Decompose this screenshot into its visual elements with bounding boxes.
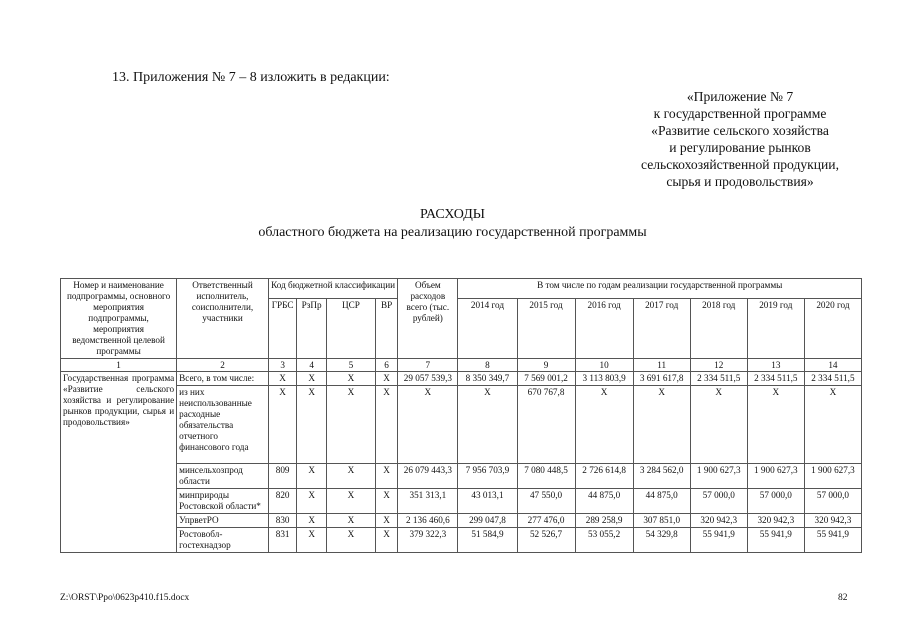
vr-cell: X	[375, 489, 397, 514]
title-subheading: областного бюджета на реализацию государственной программы	[258, 225, 647, 240]
total-cell: X	[398, 386, 458, 464]
rzpr-cell: X	[297, 386, 327, 464]
column-number: 9	[517, 359, 575, 372]
year-value-cell: 47 550,0	[517, 489, 575, 514]
intro-text: 13. Приложения № 7 – 8 изложить в редакции:	[112, 70, 390, 85]
executor-cell: Всего, в том числе:	[177, 372, 269, 386]
csr-cell: X	[326, 372, 375, 386]
table-row	[61, 489, 862, 514]
csr-cell: X	[326, 464, 375, 489]
year-value-cell: 1 900 627,3	[690, 464, 747, 489]
year-value-cell: 44 875,0	[633, 489, 690, 514]
executor-cell: минсельхозпрод области	[177, 464, 269, 489]
appendix-line: «Приложение № 7	[686, 89, 794, 104]
year-value-cell: 57 000,0	[804, 489, 861, 514]
year-value-cell: X	[747, 386, 804, 464]
table-row	[61, 528, 862, 553]
header-year: 2020 год	[804, 299, 861, 359]
expenses-table	[60, 278, 862, 553]
grbs-cell: 820	[268, 489, 297, 514]
header-year: 2018 год	[690, 299, 747, 359]
vr-cell: X	[375, 464, 397, 489]
header-grbs: ГРБС	[268, 299, 297, 359]
year-value-cell: 1 900 627,3	[804, 464, 861, 489]
column-number: 6	[375, 359, 397, 372]
column-number: 1	[61, 359, 177, 372]
year-value-cell: 2 334 511,5	[690, 372, 747, 386]
header-volume: Объем расходов всего (тыс. рублей)	[398, 279, 458, 359]
rzpr-cell: X	[297, 528, 327, 553]
total-cell: 351 313,1	[398, 489, 458, 514]
year-value-cell: 277 476,0	[517, 514, 575, 528]
column-number: 5	[326, 359, 375, 372]
csr-cell: X	[326, 514, 375, 528]
year-value-cell: 2 334 511,5	[804, 372, 861, 386]
year-value-cell: 55 941,9	[747, 528, 804, 553]
column-number: 3	[268, 359, 297, 372]
header-executor: Ответственный исполнитель, соисполнители, участники	[177, 279, 269, 359]
year-value-cell: 289 258,9	[575, 514, 633, 528]
rzpr-cell: X	[297, 514, 327, 528]
header-year: 2017 год	[633, 299, 690, 359]
column-number: 8	[458, 359, 517, 372]
year-value-cell: X	[633, 386, 690, 464]
column-number: 7	[398, 359, 458, 372]
year-value-cell: 55 941,9	[804, 528, 861, 553]
year-value-cell: 299 047,8	[458, 514, 517, 528]
header-row	[61, 279, 862, 299]
year-value-cell: X	[690, 386, 747, 464]
grbs-cell: 831	[268, 528, 297, 553]
year-value-cell: 57 000,0	[690, 489, 747, 514]
column-number: 10	[575, 359, 633, 372]
header-vr: ВР	[375, 299, 397, 359]
csr-cell: X	[326, 489, 375, 514]
appendix-line: «Развитие сельского хозяйства	[651, 123, 829, 138]
header-year: 2014 год	[458, 299, 517, 359]
header-year: 2019 год	[747, 299, 804, 359]
year-value-cell: 7 956 703,9	[458, 464, 517, 489]
total-cell: 26 079 443,3	[398, 464, 458, 489]
page-number: 82	[838, 593, 848, 603]
grbs-cell: 830	[268, 514, 297, 528]
year-value-cell: 7 569 001,2	[517, 372, 575, 386]
year-value-cell: 3 113 803,9	[575, 372, 633, 386]
table-row	[61, 464, 862, 489]
appendix-caption	[590, 88, 890, 190]
csr-cell: X	[326, 386, 375, 464]
year-value-cell: 670 767,8	[517, 386, 575, 464]
header-year: 2016 год	[575, 299, 633, 359]
total-cell: 29 057 539,3	[398, 372, 458, 386]
executor-cell: минприроды Ростовской области*	[177, 489, 269, 514]
vr-cell: X	[375, 514, 397, 528]
column-number-row	[61, 359, 862, 372]
header-rzpr: РзПр	[297, 299, 327, 359]
header-code-group: Код бюджетной классификации	[268, 279, 397, 299]
year-value-cell: 320 942,3	[747, 514, 804, 528]
year-value-cell: 8 350 349,7	[458, 372, 517, 386]
year-value-cell: 3 284 562,0	[633, 464, 690, 489]
table-row	[61, 514, 862, 528]
header-year: 2015 год	[517, 299, 575, 359]
year-value-cell: 52 526,7	[517, 528, 575, 553]
year-value-cell: 44 875,0	[575, 489, 633, 514]
total-cell: 2 136 460,6	[398, 514, 458, 528]
header-csr: ЦСР	[326, 299, 375, 359]
total-cell: 379 322,3	[398, 528, 458, 553]
column-number: 2	[177, 359, 269, 372]
year-value-cell: 55 941,9	[690, 528, 747, 553]
appendix-line: сельскохозяйственной продукции,	[641, 157, 839, 172]
table-row	[61, 372, 862, 386]
year-value-cell: 307 851,0	[633, 514, 690, 528]
year-value-cell: 54 329,8	[633, 528, 690, 553]
column-number: 11	[633, 359, 690, 372]
file-path-footer: Z:\ORST\Ppo\0623p410.f15.docx	[60, 593, 190, 603]
year-value-cell: 1 900 627,3	[747, 464, 804, 489]
header-years-group: В том числе по годам реализации государственной программы	[458, 279, 862, 299]
document-title	[0, 206, 905, 242]
appendix-line: к государственной программе	[653, 106, 827, 121]
table-row	[61, 386, 862, 464]
year-value-cell: X	[804, 386, 861, 464]
year-value-cell: 43 013,1	[458, 489, 517, 514]
title-heading: РАСХОДЫ	[420, 207, 485, 222]
header-program: Номер и наименование подпрограммы, основного мероприятия подпрограммы, мероприятия ведомственной целевой программы	[61, 279, 177, 359]
rzpr-cell: X	[297, 489, 327, 514]
executor-cell: УпрветРО	[177, 514, 269, 528]
column-number: 14	[804, 359, 861, 372]
rzpr-cell: X	[297, 464, 327, 489]
executor-cell: Ростовобл-гостехнадзор	[177, 528, 269, 553]
appendix-line: и регулирование рынков	[669, 140, 811, 155]
vr-cell: X	[375, 386, 397, 464]
grbs-cell: X	[268, 386, 297, 464]
column-number: 13	[747, 359, 804, 372]
year-value-cell: 320 942,3	[690, 514, 747, 528]
year-value-cell: 3 691 617,8	[633, 372, 690, 386]
column-number: 4	[297, 359, 327, 372]
vr-cell: X	[375, 528, 397, 553]
year-value-cell: 320 942,3	[804, 514, 861, 528]
year-value-cell: 53 055,2	[575, 528, 633, 553]
year-value-cell: 57 000,0	[747, 489, 804, 514]
rzpr-cell: X	[297, 372, 327, 386]
executor-cell: из них неиспользованные расходные обязательства отчетного финансового года	[177, 386, 269, 464]
year-value-cell: X	[575, 386, 633, 464]
program-name-cell: Государственная программа «Развитие сельского хозяйства и регулирование рынков продукции, сырья и продовольствия»	[61, 372, 177, 553]
year-value-cell: X	[458, 386, 517, 464]
year-value-cell: 7 080 448,5	[517, 464, 575, 489]
grbs-cell: 809	[268, 464, 297, 489]
year-value-cell: 2 726 614,8	[575, 464, 633, 489]
year-value-cell: 2 334 511,5	[747, 372, 804, 386]
grbs-cell: X	[268, 372, 297, 386]
vr-cell: X	[375, 372, 397, 386]
year-value-cell: 51 584,9	[458, 528, 517, 553]
column-number: 12	[690, 359, 747, 372]
csr-cell: X	[326, 528, 375, 553]
appendix-line: сырья и продовольствия»	[666, 174, 814, 189]
